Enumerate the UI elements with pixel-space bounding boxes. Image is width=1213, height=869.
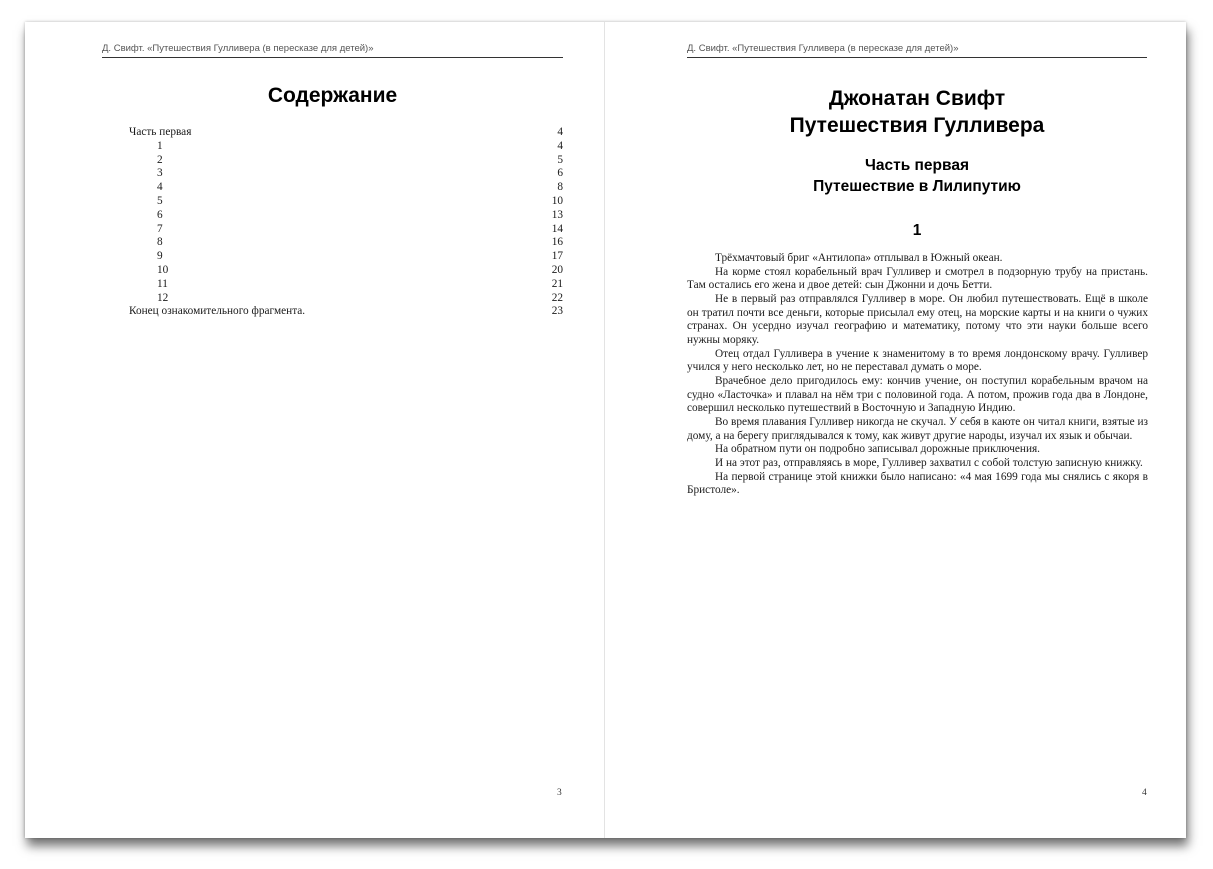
part-title-block (687, 155, 1147, 197)
toc-entry[interactable] (129, 181, 563, 195)
part-label: Часть первая (865, 157, 969, 174)
toc-entry-label: Конец ознакомительного фрагмента. (129, 305, 306, 318)
toc-entry-label: 8 (157, 236, 163, 249)
right-page[interactable] (605, 22, 1186, 838)
running-head: Д. Свифт. «Путешествия Гулливера (в пересказе для детей)» (687, 43, 1147, 58)
toc-entry-page: 23 (551, 305, 563, 318)
toc-entry-label: 7 (157, 222, 163, 235)
chapter-body (687, 252, 1148, 498)
toc-entry-label: 12 (157, 291, 169, 304)
toc-entry-page: 10 (551, 194, 563, 207)
paragraph: Трёхмачтовый бриг «Антилопа» отплывал в Южный океан. (715, 252, 1003, 264)
author-name: Джонатан Свифт (828, 87, 1006, 110)
toc-entry-page: 17 (551, 250, 563, 263)
book-title-block (687, 85, 1147, 139)
part-subtitle: Путешествие в Лилипутию (813, 178, 1021, 195)
running-head: Д. Свифт. «Путешествия Гулливера (в пересказе для детей)» (102, 43, 563, 58)
left-page[interactable] (25, 22, 605, 838)
toc-entry-page: 16 (551, 236, 563, 249)
toc-entry-page: 22 (551, 291, 563, 304)
toc-entry-label: 11 (157, 277, 168, 290)
toc-entry-label: 5 (157, 194, 163, 207)
paragraph: На первой странице этой книжки было написано: «4 мая 1699 года мы снялись с якоря в Бристоле». (687, 470, 1148, 497)
toc-entry-label: 1 (157, 139, 163, 152)
toc-entry-page: 6 (557, 167, 563, 180)
toc-entry[interactable] (129, 292, 563, 306)
toc-entry[interactable] (129, 250, 563, 264)
toc-entry-page: 14 (551, 222, 563, 235)
toc-entry-label: 4 (157, 181, 163, 194)
chapter-number: 1 (912, 222, 922, 239)
toc-entry[interactable] (129, 126, 563, 140)
toc-entry-page: 21 (551, 277, 563, 290)
paragraph: Врачебное дело пригодилось ему: кончив учение, он поступил корабельным врачом на судно «Ласточка» и плавал на нём три с половиной года. А потом, прожив года два в Лондоне, совершил несколько путешествий в Восточную и Западную Индию. (687, 374, 1148, 415)
book-spread (25, 22, 1186, 838)
toc-entry[interactable] (129, 236, 563, 250)
toc-entry[interactable] (129, 195, 563, 209)
toc-entry-label: 10 (157, 263, 169, 276)
book-title: Путешествия Гулливера (789, 114, 1045, 137)
table-of-contents (129, 126, 563, 319)
toc-entry-page: 13 (551, 208, 563, 221)
toc-entry-label: Часть первая (129, 126, 192, 138)
toc-entry-label: 3 (157, 167, 163, 180)
toc-entry[interactable] (129, 278, 563, 292)
toc-entry-page: 8 (557, 181, 563, 194)
page-number: 3 (557, 788, 562, 798)
paragraph: На обратном пути он подробно записывал дорожные приключения. (715, 443, 1041, 456)
toc-entry-page: 5 (557, 153, 563, 166)
toc-entry-label: 6 (157, 208, 163, 221)
toc-entry[interactable] (129, 264, 563, 278)
toc-entry[interactable] (129, 154, 563, 168)
toc-title: Содержание (267, 84, 398, 107)
paragraph: И на этот раз, отправляясь в море, Гулливер захватил с собой толстую записную книжку. (715, 456, 1143, 469)
paragraph: Не в первый раз отправлялся Гулливер в море. Он любил путешествовать. Ещё в школе он тратил почти все деньги, которые присылал ему отец, на морские карты и на книги о чужих странах. Он усердно изучал географию и математику, потому что эти науки больше всего нужны моряку. (687, 292, 1148, 346)
toc-entry[interactable] (129, 305, 563, 319)
paragraph: На корме стоял корабельный врач Гулливер и смотрел в подзорную трубу на пристань. Там остались его жена и двое детей: сын Джонни и дочь Бетти. (687, 265, 1148, 292)
paragraph: Во время плавания Гулливер никогда не скучал. У себя в каюте он читал книги, взятые из дому, а на берегу приглядывался к тому, как живут другие народы, изучал их язык и обычаи. (687, 415, 1148, 442)
toc-entry[interactable] (129, 223, 563, 237)
toc-entry[interactable] (129, 167, 563, 181)
toc-entry-page: 4 (557, 139, 563, 152)
toc-entry-page: 20 (551, 263, 563, 276)
toc-entry-label: 2 (157, 153, 163, 166)
toc-entry[interactable] (129, 140, 563, 154)
toc-entry-label: 9 (157, 250, 163, 263)
page-number: 4 (1142, 788, 1147, 798)
toc-entry[interactable] (129, 209, 563, 223)
toc-entry-page: 4 (557, 126, 563, 138)
paragraph: Отец отдал Гулливера в учение к знаменитому в то время лондонскому врачу. Гулливер учился у него несколько лет, но не переставал думать о море. (687, 347, 1148, 374)
